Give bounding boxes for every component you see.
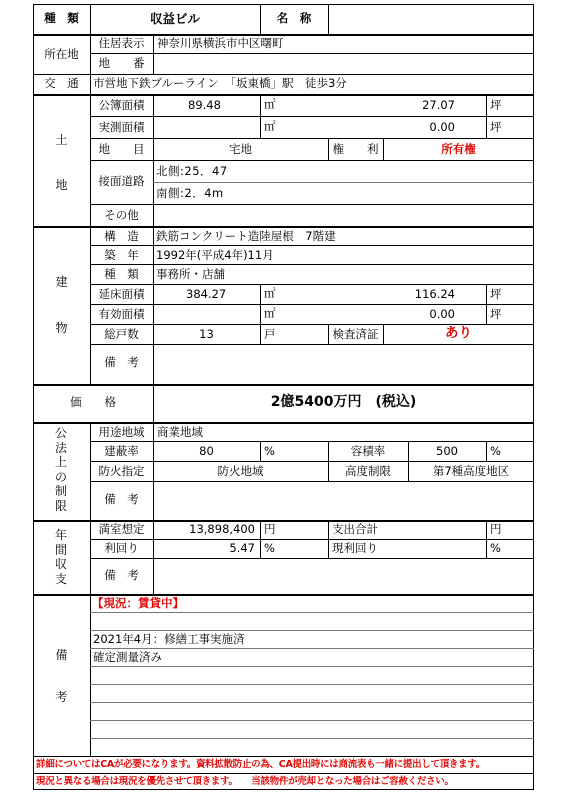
- percent-unit: %: [264, 541, 275, 555]
- registry-area-label: 公簿面積: [98, 98, 145, 112]
- other-label: その他: [104, 208, 139, 222]
- units-unit: 戸: [264, 327, 276, 341]
- sqm-unit: ㎡: [264, 97, 276, 111]
- lot-label: 地 番: [98, 56, 145, 70]
- address-value: 神奈川県横浜市中区曙町: [157, 36, 284, 50]
- zoning-label: 用途地域: [98, 425, 145, 439]
- structure-value: 鉄筋コンクリート造陸屋根 7階建: [156, 229, 336, 243]
- remarks-line-1: 【現況：賃貸中】: [92, 596, 184, 610]
- footer-line-1: 詳細についてはCAが必要になります。資料拡散防止の為、CA提出時には商流表も一緒に提出して頂きます。: [36, 759, 485, 770]
- rights-label: 権 利: [332, 142, 379, 156]
- legal-notes-label: 備 考: [104, 492, 139, 506]
- full-occupancy-value: 13,898,400: [189, 522, 255, 536]
- land-char-1: 土: [55, 133, 68, 147]
- full-occupancy-label: 満室想定: [98, 522, 145, 536]
- yield-value: 5.47: [229, 541, 255, 555]
- income-section: 年 間 収 支: [54, 528, 67, 586]
- inspection-value: あり: [445, 325, 472, 341]
- built-value: 1992年(平成4年)11月: [156, 248, 274, 262]
- floor-area-m2: 384.27: [186, 287, 227, 301]
- yield-label: 利回り: [104, 541, 139, 555]
- land-category-value: 宅地: [229, 142, 252, 156]
- land-category-label: 地 目: [98, 142, 145, 156]
- inspection-label: 検査済証: [332, 327, 379, 341]
- kind-value: 事務所・店舗: [156, 267, 225, 281]
- kind-label: 種 類: [104, 267, 139, 281]
- percent-unit: %: [490, 541, 501, 555]
- registry-area-tsubo: 27.07: [422, 98, 455, 112]
- net-yield-label: 現利回り: [332, 541, 378, 555]
- fire-label: 防火指定: [98, 464, 145, 478]
- floor-area-label: 延床面積: [98, 287, 145, 301]
- floor-area-tsubo: 116.24: [414, 287, 455, 301]
- tsubo-unit: 坪: [490, 98, 502, 112]
- building-char-2: 物: [55, 321, 68, 335]
- percent-unit: %: [264, 444, 275, 458]
- percent-unit: %: [490, 444, 501, 458]
- height-value: 第7種高度地区: [432, 464, 510, 478]
- remarks-line-4: 確定測量済み: [93, 650, 162, 664]
- tsubo-unit: 坪: [490, 307, 502, 321]
- type-value: 収益ビル: [149, 11, 200, 26]
- remarks-char-2: 考: [55, 690, 68, 704]
- legal-section: 公 法 上 の 制 限: [54, 426, 67, 513]
- zoning-value: 商業地域: [157, 425, 203, 439]
- units-label: 総戸数: [104, 327, 139, 341]
- price-value: 2億5400万円 (税込): [270, 394, 417, 410]
- remarks-line-3: 2021年4月：修繕工事実施済: [93, 632, 245, 646]
- bcr-label: 建蔽率: [104, 444, 139, 458]
- effective-area-tsubo: 0.00: [429, 307, 455, 321]
- location-section: 所在地: [44, 47, 79, 61]
- rights-value: 所有権: [441, 142, 476, 156]
- building-char-1: 建: [55, 275, 68, 289]
- units-value: 13: [199, 327, 214, 341]
- yen-unit: 円: [264, 522, 276, 536]
- land-char-2: 地: [55, 178, 68, 192]
- fire-value: 防火地域: [217, 464, 264, 478]
- address-label: 住居表示: [98, 36, 145, 50]
- far-label: 容積率: [350, 444, 386, 458]
- transport-value: 市営地下鉄ブルーライン 「坂東橋」駅 徒歩3分: [93, 76, 347, 90]
- tsubo-unit: 坪: [490, 287, 502, 301]
- survey-area-label: 実測面積: [98, 120, 145, 134]
- road-north: 北側:25．47: [156, 164, 228, 178]
- footer-line-2: 現況と異なる場合は現況を優先させて頂きます。 当該物件が売却となった場合はご容赦ください。: [36, 776, 454, 787]
- transport-label: 交 通: [44, 76, 79, 90]
- sqm-unit: ㎡: [264, 306, 276, 320]
- far-value: 500: [436, 444, 458, 458]
- expense-label: 支出合計: [332, 522, 378, 536]
- price-label: 価 格: [70, 395, 116, 409]
- tsubo-unit: 坪: [490, 120, 502, 134]
- building-notes-label: 備 考: [104, 355, 139, 369]
- effective-area-label: 有効面積: [98, 307, 145, 321]
- road-south: 南側:2．4m: [156, 186, 224, 200]
- name-label: 名 称: [276, 11, 312, 25]
- bcr-value: 80: [199, 444, 214, 458]
- built-label: 築 年: [104, 248, 139, 262]
- survey-area-tsubo: 0.00: [429, 120, 455, 134]
- height-label: 高度制限: [345, 464, 391, 478]
- income-notes-label: 備 考: [104, 568, 139, 582]
- road-label: 接面道路: [98, 174, 145, 188]
- sqm-unit: ㎡: [264, 286, 276, 300]
- registry-area-m2: 89.48: [188, 98, 221, 112]
- property-sheet: [33, 4, 534, 790]
- yen-unit: 円: [490, 522, 502, 536]
- type-label: 種 類: [44, 11, 79, 25]
- sqm-unit: ㎡: [264, 119, 276, 133]
- structure-label: 構 造: [104, 229, 139, 243]
- remarks-char-1: 備: [55, 648, 68, 662]
